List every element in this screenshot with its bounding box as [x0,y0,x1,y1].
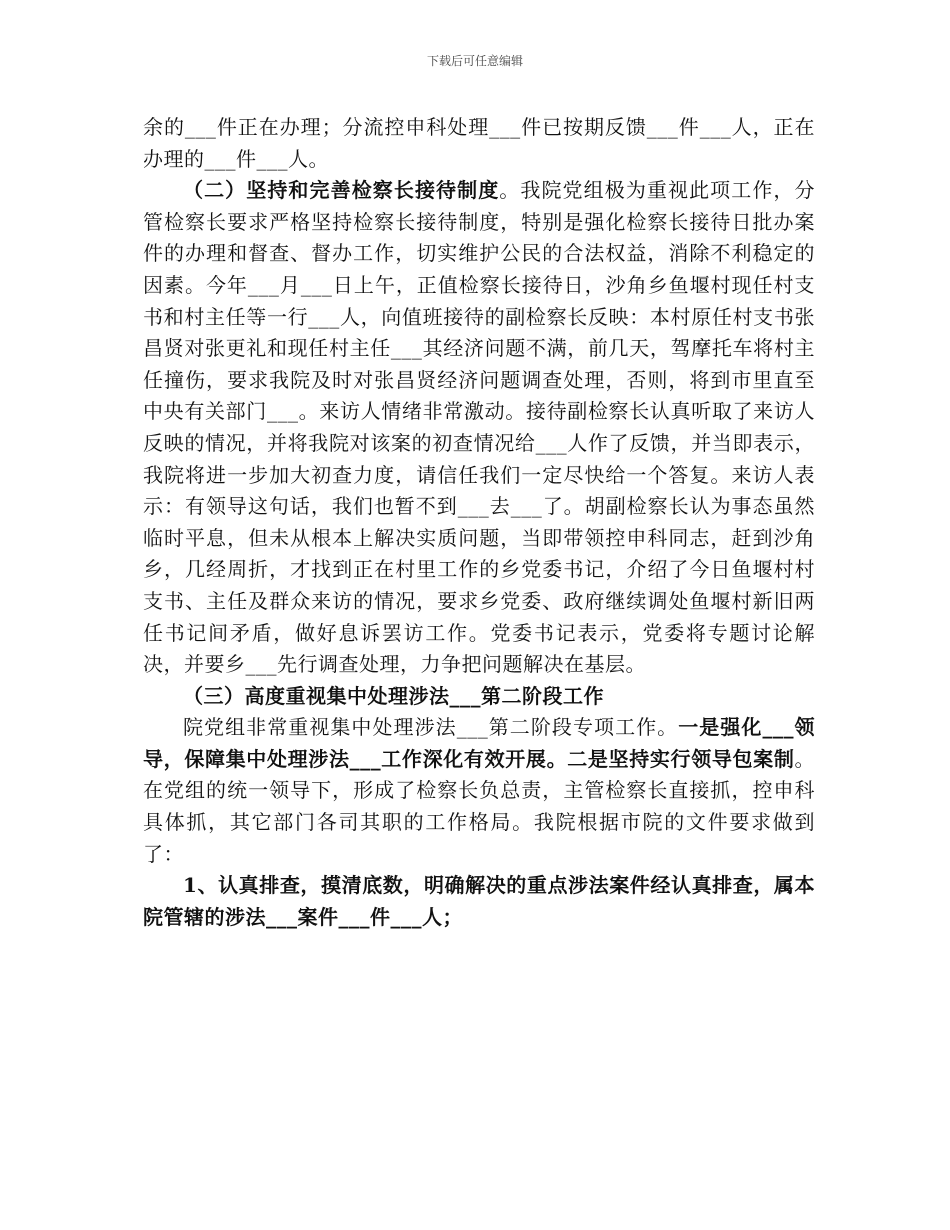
paragraph-party-group [143,712,815,870]
list-item-1 [143,870,815,933]
list-item-1-text: 1、认真排查，摸清底数，明确解决的重点涉法案件经认真排查，属本院管辖的涉法___案件___件___人； [143,873,815,929]
text-run: 。我院党组极为重视此项工作，分管检察长要求严格坚持检察长接待制度，特别是强化检察长接待日批办案件的办理和督查、督办工作，切实维护公民的合法权益，消除不利稳定的因素。今年___月___日上午，正值检察长接待日，沙角乡鱼堰村现任村支书和村主任等一行___人，向值班接待的副检察长反映：本村原任村支书张昌贤对张更礼和现任村主任___其经济问题不满，前几天，驾摩托车将村主任撞伤，要求我院及时对张昌贤经济问题调查处理，否则，将到市里直至中央有关部门___。来访人情绪非常激动。接待副检察长认真听取了来访人反映的情况，并将我院对该案的初查情况给___人作了反馈，并当即表示，我院将进一步加大初查力度，请信任我们一定尽快给一个答复。来访人表示：有领导这句话，我们也暂不到___去___了。胡副检察长认为事态虽然临时平息，但未从根本上解决实质问题，当即带领控申科同志，赶到沙角乡，几经周折，才找到正在村里工作的乡党委书记，介绍了今日鱼堰村村支书、主任及群众来访的情况，要求乡党委、政府继续调处鱼堰村新旧两任书记间矛盾，做好息诉罢访工作。党委书记表示，党委将专题讨论解决，并要乡___先行调查处理，力争把问题解决在基层。 [143,178,816,677]
page-header: 下载后可任意编辑 [426,54,523,68]
document-body [143,112,815,933]
section-heading-3-text: （三）高度重视集中处理涉法___第二阶段工作 [183,683,604,708]
text-run: 。在党组的统一领导下，形成了检察长负总责，主管检察长直接抓，控申科具体抓，其它部门各司其职的工作格局。我院根据市院的文件要求做到了： [143,746,815,866]
paragraph-continuation [143,112,815,175]
text-run: 院党组非常重视集中处理涉法___第二阶段专项工作。 [183,715,679,740]
section-heading-2: （二）坚持和完善检察长接待制度 [183,178,500,203]
section-heading-3 [143,681,815,713]
bold-text-run: 一是强化___领导，保障集中处理涉法___工作深化有效开展。二是坚持实行领导包案制 [143,715,816,771]
paragraph-reception-system [143,175,815,681]
text-run: 余的___件正在办理；分流控申科处理___件已按期反馈___件___人，正在办理的___件___人。 [143,115,815,171]
